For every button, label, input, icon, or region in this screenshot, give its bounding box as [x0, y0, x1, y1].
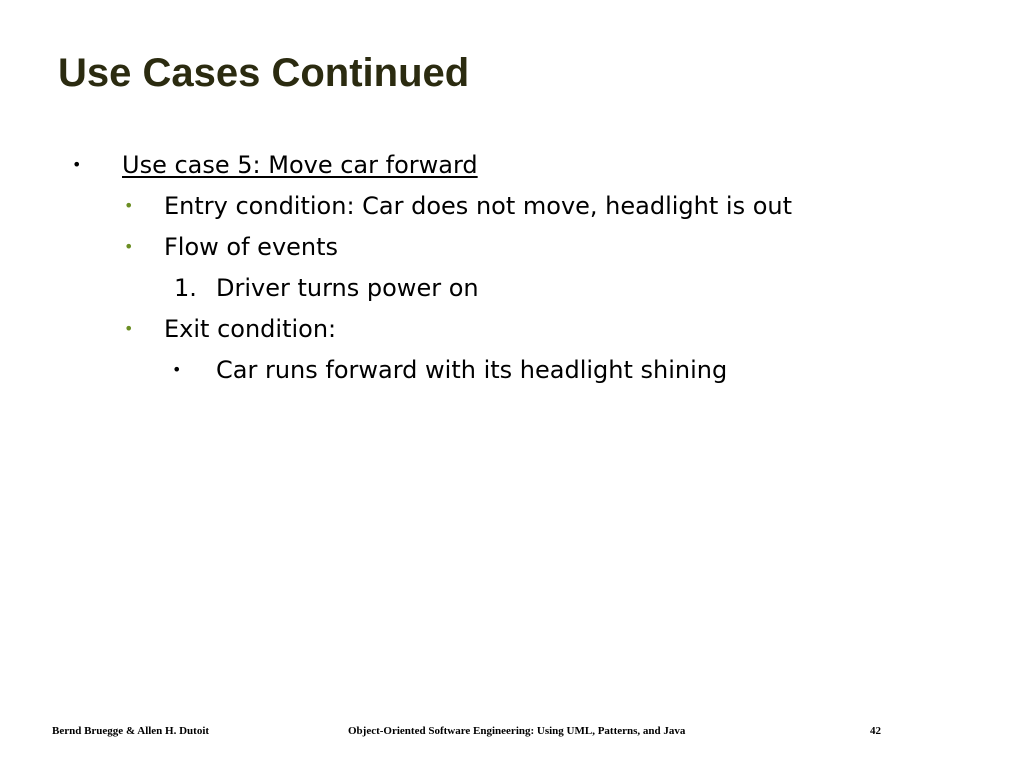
bullet-icon: •	[124, 196, 134, 215]
bullet-icon: •	[172, 360, 182, 379]
exit-condition-text: Exit condition:	[164, 315, 337, 343]
flow-of-events-text: Flow of events	[164, 233, 339, 261]
slide-title: Use Cases Continued	[58, 51, 470, 95]
bullet-icon: •	[72, 155, 82, 174]
step-text: Driver turns power on	[216, 274, 479, 302]
bullet-icon: •	[124, 237, 134, 256]
footer-page-number: 42	[870, 725, 881, 737]
step-number: 1.	[174, 274, 197, 302]
footer-book-title: Object-Oriented Software Engineering: Using UML, Patterns, and Java	[348, 725, 686, 737]
bullet-icon: •	[124, 319, 134, 338]
footer-authors: Bernd Bruegge & Allen H. Dutoit	[52, 725, 210, 737]
exit-detail-text: Car runs forward with its headlight shining	[216, 356, 728, 384]
entry-condition-text: Entry condition: Car does not move, headlight is out	[164, 192, 793, 220]
use-case-heading: Use case 5: Move car forward	[122, 151, 478, 179]
